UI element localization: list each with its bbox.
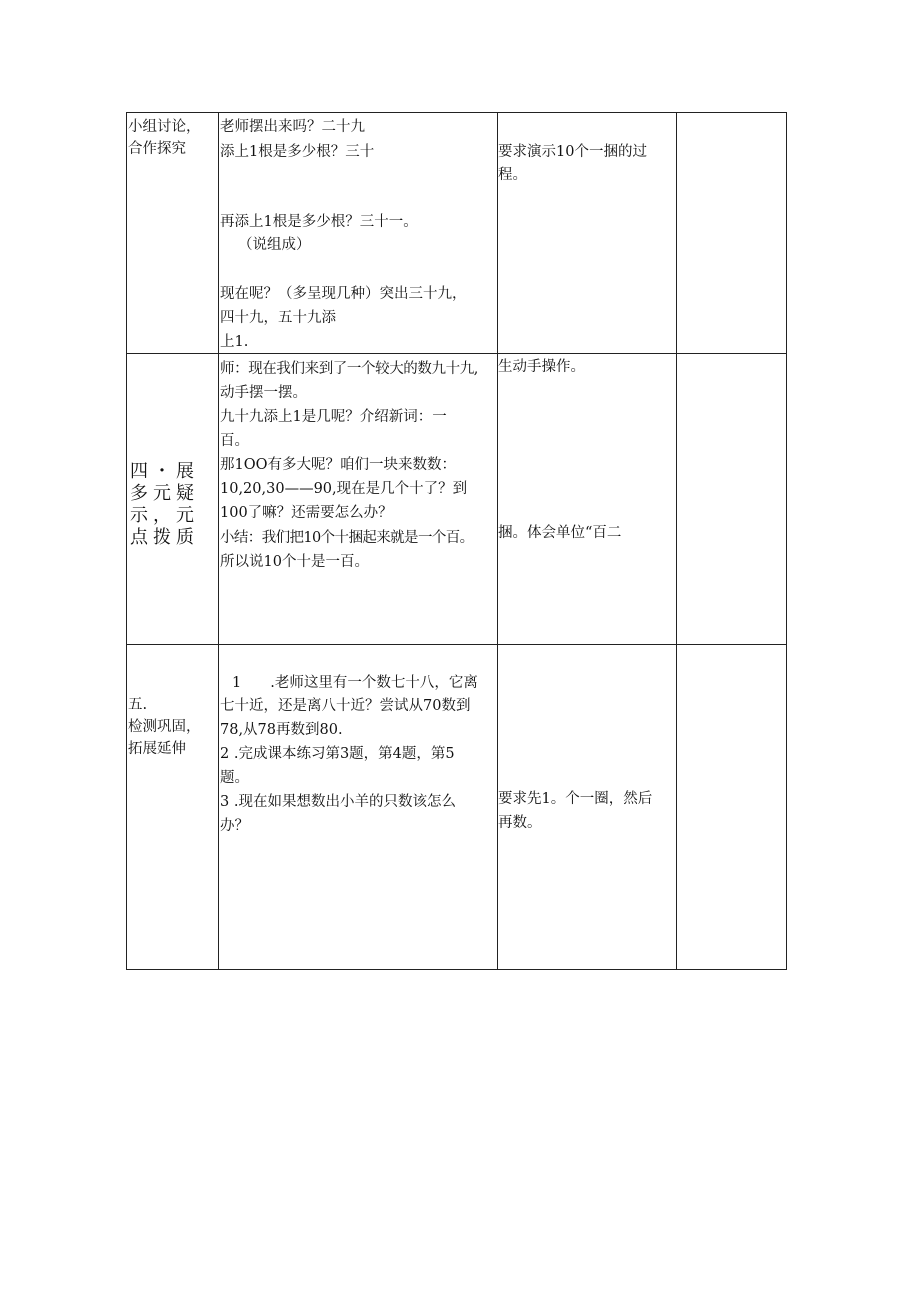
- content-line: 七十近，还是离八十近？尝试从70数到: [220, 698, 471, 714]
- content-line: 78,从78再数到80.: [220, 722, 343, 738]
- content-line: 动手摆一摆。: [220, 385, 307, 401]
- stage-line: 检测巩固，: [128, 719, 201, 735]
- stage-line: 点拨质: [130, 527, 199, 548]
- content-line: 2 .完成课本练习第3题，第4题，第5: [220, 746, 455, 762]
- content-line: 所以说10个十是一百。: [220, 554, 369, 570]
- content-line: 办？: [220, 818, 249, 834]
- stage-line: 小组讨论，: [128, 119, 201, 135]
- content-line: 再添上1根是多少根？三十一。: [220, 214, 418, 230]
- note-line: 再数。: [498, 815, 542, 831]
- content-line: 四十九，五十九添: [220, 310, 336, 326]
- stage-line: 示，元: [130, 505, 199, 526]
- note-line: 程。: [498, 167, 527, 183]
- table-border-top: [126, 112, 787, 113]
- content-line: 那1OO有多大呢？咱们一块来数数：: [220, 457, 456, 473]
- content-line: 师：现在我们来到了一个较大的数九十九,: [220, 361, 479, 377]
- stage-line: 拓展延伸: [128, 741, 186, 757]
- stage-line: 四・展: [130, 461, 199, 482]
- stage-cell: [130, 461, 199, 549]
- content-line: 题。: [220, 770, 249, 786]
- content-line: 现在呢？（多呈现几种）突出三十九，: [220, 286, 467, 302]
- table-border-left: [126, 112, 127, 970]
- content-line: 10,20,30——90,现在是几个十了？到: [220, 481, 468, 497]
- column-divider-3: [676, 112, 677, 970]
- content-line: 老师摆出来吗？二十九: [220, 119, 365, 135]
- content-line: （说组成）: [238, 237, 311, 253]
- content-line: 添上1根是多少根？三十: [220, 144, 375, 160]
- content-line: 上1.: [220, 334, 249, 350]
- row-divider-2: [126, 644, 787, 645]
- note-line: 生动手操作。: [498, 359, 585, 375]
- stage-cell: [128, 116, 201, 160]
- table-border-right: [786, 112, 787, 970]
- content-line: 100了嘛？还需要怎么办？: [220, 505, 393, 521]
- stage-line: 五.: [128, 697, 148, 713]
- content-line: 3 .现在如果想数出小羊的只数该怎么: [220, 794, 456, 810]
- table-border-bottom: [126, 969, 787, 970]
- column-divider-1: [218, 112, 219, 970]
- stage-line: 合作探究: [128, 141, 186, 157]
- note-line: 要求演示10个一捆的过: [498, 144, 647, 160]
- stage-line: 多元疑: [130, 483, 199, 504]
- content-line: 小结：我们把10个十捆起来就是一个百。: [220, 530, 474, 546]
- content-line: 九十九添上1是几呢？介绍新词：一: [220, 409, 447, 425]
- stage-cell: [128, 694, 201, 760]
- note-line: 捆。体会单位“百二: [498, 525, 622, 541]
- content-line: 百。: [220, 433, 249, 449]
- note-line: 要求先1。个一圈，然后: [498, 791, 653, 807]
- content-line: 1 .老师这里有一个数七十八，它离: [232, 675, 478, 691]
